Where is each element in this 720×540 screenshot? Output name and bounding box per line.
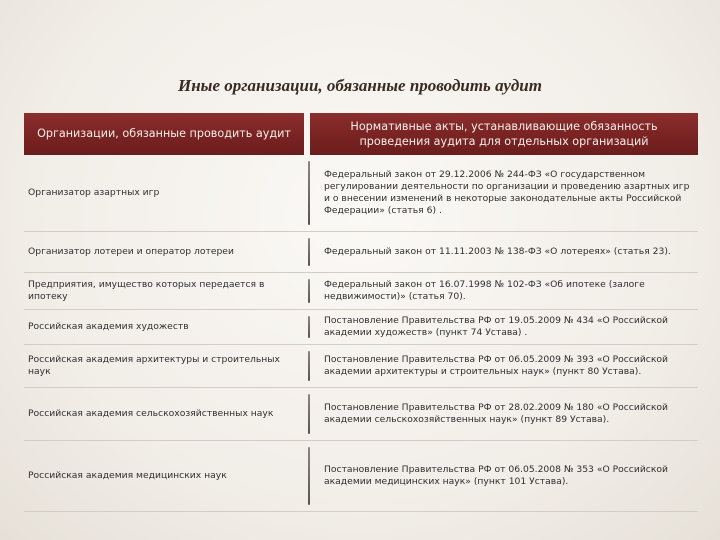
- column-divider: [304, 388, 310, 440]
- organization-cell: Российская академия художеств: [28, 321, 189, 333]
- column-divider: [304, 441, 310, 511]
- organization-cell: Предприятия, имущество которых передается в ипотеку: [28, 279, 265, 302]
- organization-cell: Российская академия медицинских наук: [28, 470, 227, 482]
- table-row: [24, 155, 698, 232]
- column-gap: [304, 113, 310, 155]
- act-cell: Постановление Правительства РФ от 19.05.2009 № 434 «О Российской академии художеств» (пункт 74 Устава) .: [324, 315, 668, 338]
- table-row: [24, 345, 698, 388]
- organization-cell: Организатор лотереи и оператор лотереи: [28, 246, 234, 258]
- column-divider: [304, 345, 310, 387]
- act-cell: Постановление Правительства РФ от 06.05.2009 № 393 «О Российской академии архитектуры и строительных наук» (пункт 80 Устава).: [324, 354, 668, 377]
- act-cell: Федеральный закон от 11.11.2003 № 138-ФЗ «О лотереях» (статья 23).: [324, 246, 671, 258]
- act-cell: Постановление Правительства РФ от 28.02.2009 № 180 «О Российской академии сельскохозяйственных наук» (пункт 89 Устава).: [324, 402, 668, 425]
- slide-title: Иные организации, обязанные проводить аудит: [178, 76, 542, 95]
- header-normative-acts: Нормативные акты, устанавливающие обязанность проведения аудита для отдельных организаций: [310, 113, 698, 155]
- column-divider: [304, 273, 310, 309]
- table-row: [24, 441, 698, 512]
- table-row: [24, 232, 698, 273]
- organization-cell: Российская академия архитектуры и строительных наук: [28, 354, 280, 377]
- audit-table: [24, 113, 698, 512]
- table-header-row: [24, 113, 698, 155]
- organization-cell: Российская академия сельскохозяйственных наук: [28, 408, 274, 420]
- table-row: [24, 273, 698, 310]
- act-cell: Федеральный закон от 29.12.2006 № 244-ФЗ «О государственном регулировании деятельности по организации и проведению азартных игр и о внесении изменений в некоторые законодательные акты Российской Федерации» (статья 6) .: [324, 169, 690, 216]
- act-cell: Федеральный закон от 16.07.1998 № 102-ФЗ «Об ипотеке (залоге недвижимости)» (статья 70).: [324, 279, 645, 302]
- column-divider: [304, 310, 310, 344]
- organization-cell: Организатор азартных игр: [28, 187, 160, 199]
- column-divider: [304, 155, 310, 231]
- act-cell: Постановление Правительства РФ от 06.05.2008 № 353 «О Российской академии медицинских наук» (пункт 101 Устава).: [324, 464, 668, 487]
- table-row: [24, 388, 698, 441]
- header-organizations: Организации, обязанные проводить аудит: [24, 113, 304, 155]
- table-row: [24, 310, 698, 345]
- column-divider: [304, 232, 310, 272]
